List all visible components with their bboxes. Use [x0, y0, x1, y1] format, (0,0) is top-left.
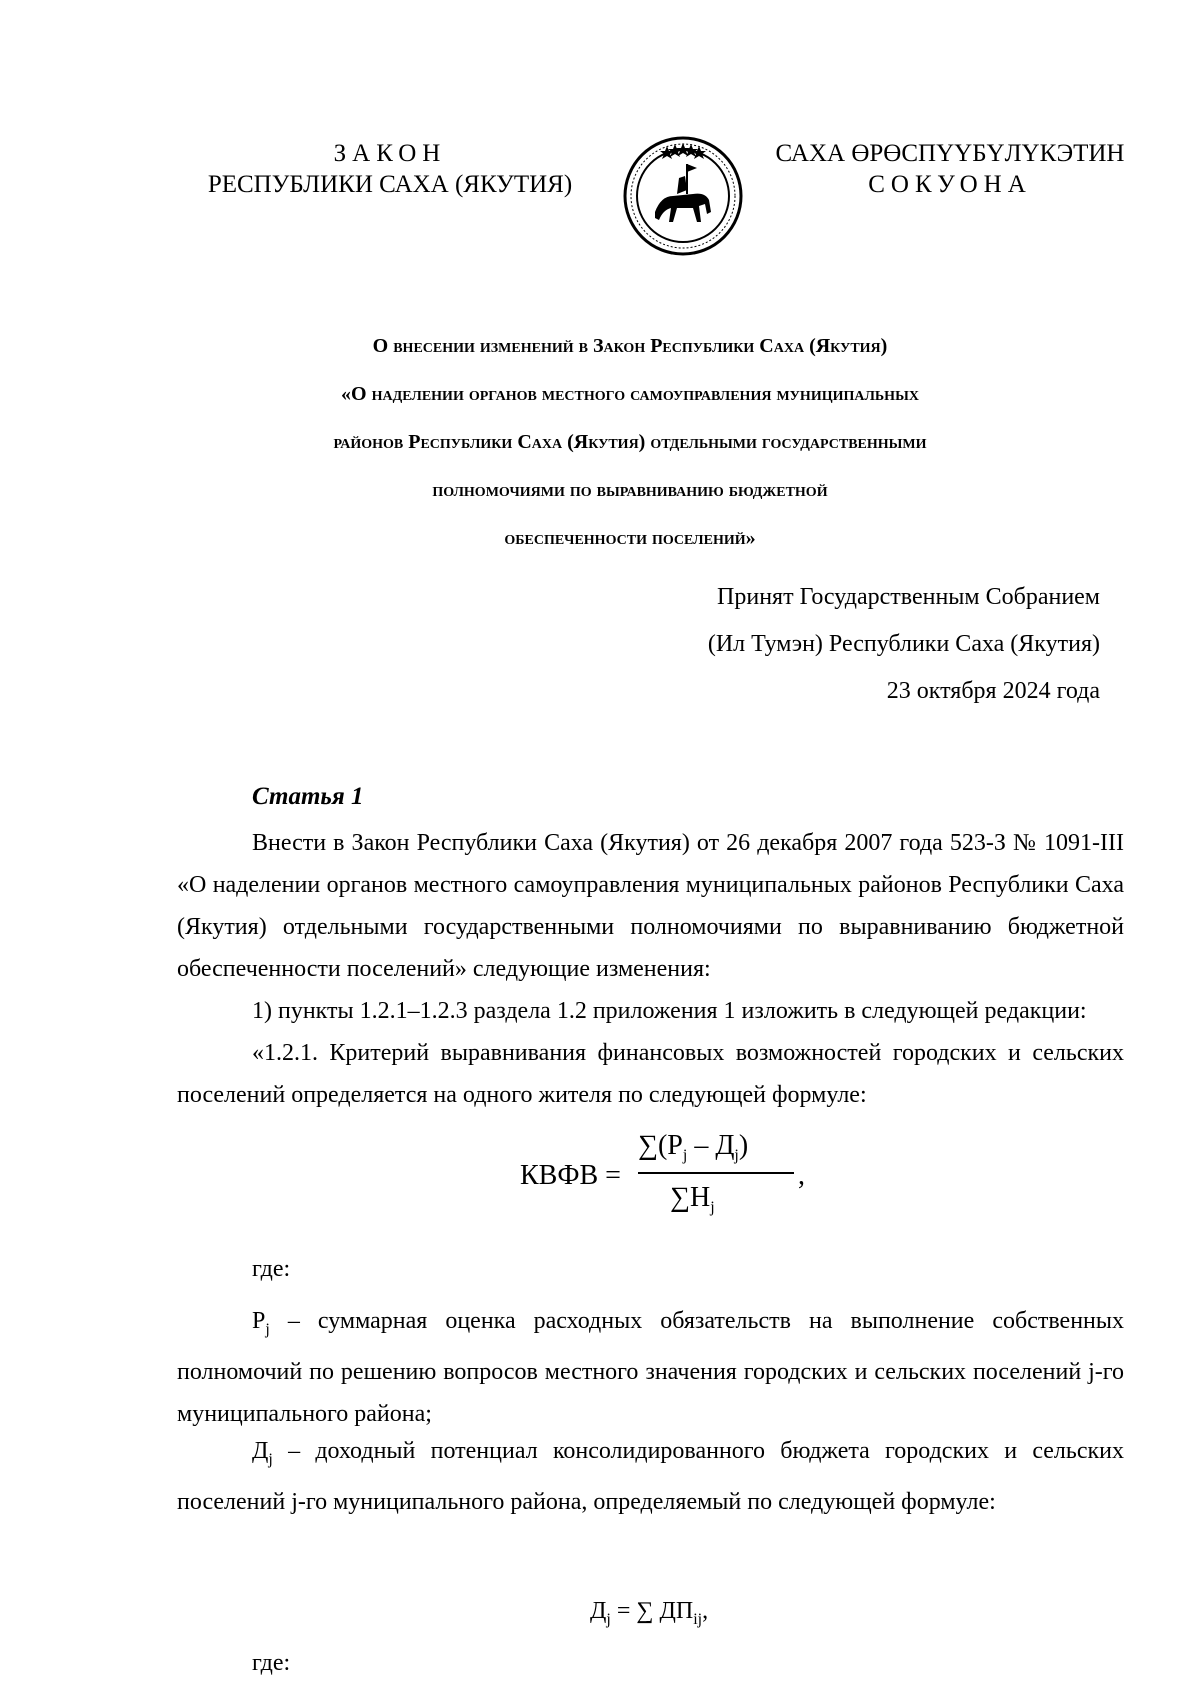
header-left-line2: РЕСПУБЛИКИ САХА (ЯКУТИЯ) [207, 171, 573, 198]
denominator-part: ∑H [670, 1182, 711, 1213]
header-right-line2: СОКУОНА [868, 171, 1032, 198]
article-heading: Статья 1 [252, 783, 364, 810]
fraction-bar [638, 1172, 794, 1174]
adoption-line1: Принят Государственным Собранием [717, 584, 1100, 610]
paragraph-intro: Внести в Закон Республики Саха (Якутия) от 26 декабря 2007 года 523-З № 1091-III «О наделении органов местного самоуправления муниципальных районов Республики Саха (Якутия) отдельными государственными полномочиями по выравниванию бюджетной обеспеченности поселений» следующие изменения: [177, 830, 1124, 982]
formula-trail: , [798, 1160, 805, 1191]
header-left [200, 138, 580, 200]
pj-symbol: P [252, 1308, 266, 1334]
formula-dj [590, 1598, 708, 1629]
paragraph-item1: 1) пункты 1.2.1–1.2.3 раздела 1.2 приложения 1 изложить в следующей редакции: [252, 998, 1087, 1024]
formula2-lhs-sub: j [606, 1611, 611, 1628]
dj-sub: j [268, 1451, 273, 1468]
title-line: обеспеченности поселений» [504, 527, 756, 549]
formula2-rhs: = ∑ ДП [610, 1598, 694, 1624]
formula-numerator [638, 1130, 748, 1165]
adoption-block [500, 574, 1100, 715]
formula2-rhs-sub: ij [693, 1611, 703, 1628]
numerator-part: ) [738, 1130, 749, 1161]
numerator-sub: j [682, 1147, 688, 1164]
numerator-part: ∑(P [638, 1130, 683, 1161]
coat-of-arms-emblem-icon [621, 134, 745, 258]
pj-text: – суммарная оценка расходных обязательств на выполнение собственных полномочий по решению вопросов местного значения городских и сельских поселений j-го муниципального района; [177, 1308, 1124, 1427]
numerator-part: – Д [687, 1130, 735, 1161]
title-line: «О наделении органов местного самоуправления муниципальных [341, 383, 919, 405]
formula-kvfv [520, 1130, 820, 1230]
formula-denominator [670, 1182, 715, 1217]
pj-sub: j [265, 1321, 270, 1338]
adoption-line2: (Ил Тумэн) Республики Саха (Якутия) [707, 631, 1100, 657]
header-left-line1: ЗАКОН [333, 140, 447, 167]
numerator-sub: j [734, 1147, 739, 1164]
header-right [770, 138, 1130, 200]
paragraph-criterion: «1.2.1. Критерий выравнивания финансовых возможностей городских и сельских поселений определяется на одного жителя по следующей формуле: [177, 1040, 1124, 1108]
where-label: где: [252, 1650, 291, 1676]
paragraph-dj-definition [177, 1430, 1124, 1523]
denominator-sub: j [710, 1199, 715, 1216]
title-line: полномочиями по выравниванию бюджетной [432, 479, 828, 501]
title-line: районов Республики Саха (Якутия) отдельными государственными [333, 431, 927, 453]
where-label: где: [252, 1256, 291, 1282]
formula2-trail: , [702, 1598, 709, 1624]
dj-text: – доходный потенциал консолидированного бюджета городских и сельских поселений j-го муниципального района, определяемый по следующей формуле: [177, 1438, 1124, 1515]
paragraph-pj-definition [177, 1300, 1124, 1435]
title-line: О внесении изменений в Закон Республики Саха (Якутия) [372, 335, 888, 357]
adoption-date: 23 октября 2024 года [886, 678, 1100, 704]
header-right-line1: САХА ӨРӨСПҮҮБҮЛҮКЭТИН [775, 140, 1125, 167]
formula2-lhs: Д [590, 1598, 607, 1624]
document-title [160, 322, 1100, 562]
formula-lhs: КВФВ = [520, 1160, 621, 1191]
dj-symbol: Д [252, 1438, 269, 1464]
